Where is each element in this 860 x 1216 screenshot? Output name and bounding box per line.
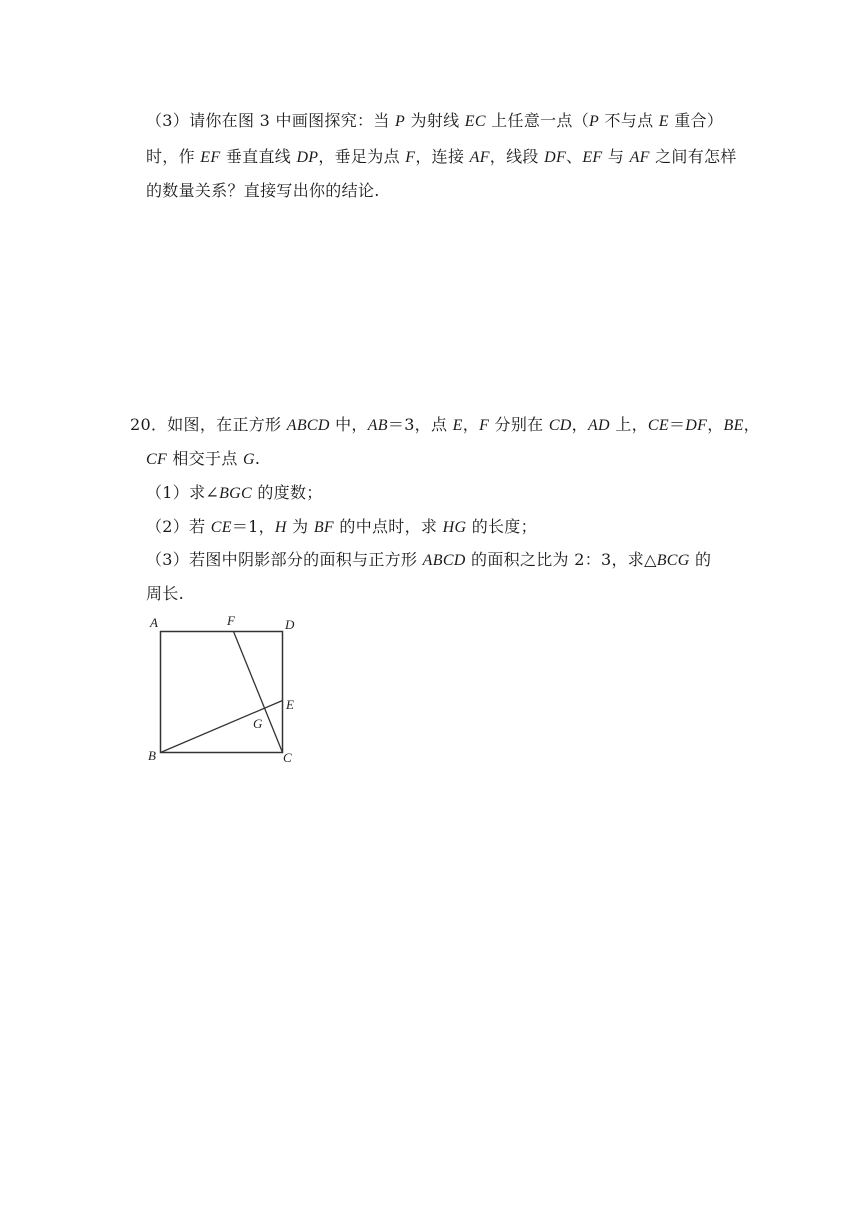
text-run: ， <box>707 415 724 434</box>
q20-line-2 <box>146 448 260 471</box>
q20-sub-3-line-1 <box>146 549 711 572</box>
q20-sub-1 <box>146 482 323 505</box>
label-a: A <box>150 615 158 630</box>
text-run: HG <box>442 519 467 536</box>
square-figure <box>140 612 340 772</box>
text-run: EF <box>582 149 603 166</box>
label-b: B <box>148 748 156 763</box>
segment-cf <box>234 632 283 753</box>
text-run: BCG <box>656 552 690 569</box>
text-run: 的 <box>689 550 712 569</box>
q19-line-3 <box>146 180 380 202</box>
text-run: 、 <box>566 147 583 166</box>
text-run: 的面积之比为 2：3，求△ <box>465 550 657 569</box>
text-run: CD <box>548 417 572 434</box>
text-run: ＝1， <box>231 517 275 536</box>
text-run: 为 <box>286 517 314 536</box>
q20-sub-3-line-2 <box>146 583 184 605</box>
text-run: DF <box>544 149 567 166</box>
text-run: ， <box>462 415 480 434</box>
text-run: ， <box>571 415 588 434</box>
text-run: 的中点时，求 <box>334 517 443 536</box>
text-run: F <box>405 149 416 166</box>
text-run: AB <box>367 417 388 434</box>
text-run: 相交于点 <box>167 449 244 468</box>
text-run: EC <box>464 113 486 130</box>
text-run: 为射线 <box>405 111 465 130</box>
text-run: （3）若图中阴影部分的面积与正方形 <box>146 550 423 569</box>
text-run: ABCD <box>422 552 466 569</box>
text-run: ，线段 <box>489 147 545 166</box>
text-run: 之间有怎样 <box>649 147 737 166</box>
text-run: ＝ <box>668 415 686 434</box>
text-run: AD <box>587 417 610 434</box>
text-run: ，垂足为点 <box>318 147 406 166</box>
text-run: E <box>452 417 463 434</box>
text-run: 的数量关系？直接写出你的结论. <box>146 181 380 200</box>
label-c: C <box>283 750 292 765</box>
text-run: E <box>658 113 669 130</box>
text-run: 重合） <box>668 111 724 130</box>
label-f: F <box>227 613 235 628</box>
text-run: H <box>274 519 287 536</box>
text-run: （3）请你在图 3 中画图探究：当 <box>146 111 396 130</box>
text-run: BE <box>723 417 744 434</box>
text-run: 上， <box>609 415 648 434</box>
text-run: 的度数； <box>252 483 323 502</box>
text-run: AF <box>629 149 650 166</box>
text-run: 周长. <box>146 584 184 603</box>
text-run: CE <box>210 519 232 536</box>
text-run: 分别在 <box>489 415 549 434</box>
text-run: 中， <box>329 415 368 434</box>
text-run: EF <box>200 149 221 166</box>
text-run: 时，作 <box>146 147 201 166</box>
text-run: CF <box>146 451 168 468</box>
q20-sub-2 <box>146 516 537 539</box>
text-run: 垂直直线 <box>220 147 297 166</box>
text-run: 与 <box>602 147 630 166</box>
label-d: D <box>285 617 295 632</box>
text-run: P <box>589 113 600 130</box>
text-run: ，连接 <box>415 147 470 166</box>
text-run: ＝3，点 <box>387 415 453 434</box>
text-run: G <box>243 451 255 468</box>
label-g: G <box>253 716 263 731</box>
text-run: 的长度； <box>466 517 537 536</box>
text-run: 上任意一点（ <box>485 111 590 130</box>
text-run: AF <box>469 149 490 166</box>
text-run: （1）求∠ <box>146 483 220 502</box>
text-run: 20．如图，在正方形 <box>130 415 287 434</box>
text-run: ABCD <box>286 417 330 434</box>
text-run: 不与点 <box>599 111 659 130</box>
text-run: . <box>254 449 261 468</box>
text-run: ， <box>743 415 760 434</box>
text-run: （2）若 <box>146 517 211 536</box>
q19-line-1 <box>146 110 723 133</box>
text-run: DF <box>685 417 708 434</box>
label-e: E <box>286 697 294 712</box>
q20-line-1 <box>130 414 760 437</box>
text-run: BF <box>313 519 335 536</box>
square-abcd <box>161 632 283 753</box>
text-run: DP <box>296 149 319 166</box>
q19-line-2 <box>146 146 737 169</box>
text-run: BGC <box>219 485 252 502</box>
text-run: F <box>479 417 490 434</box>
text-run: P <box>395 113 406 130</box>
text-run: CE <box>647 417 669 434</box>
